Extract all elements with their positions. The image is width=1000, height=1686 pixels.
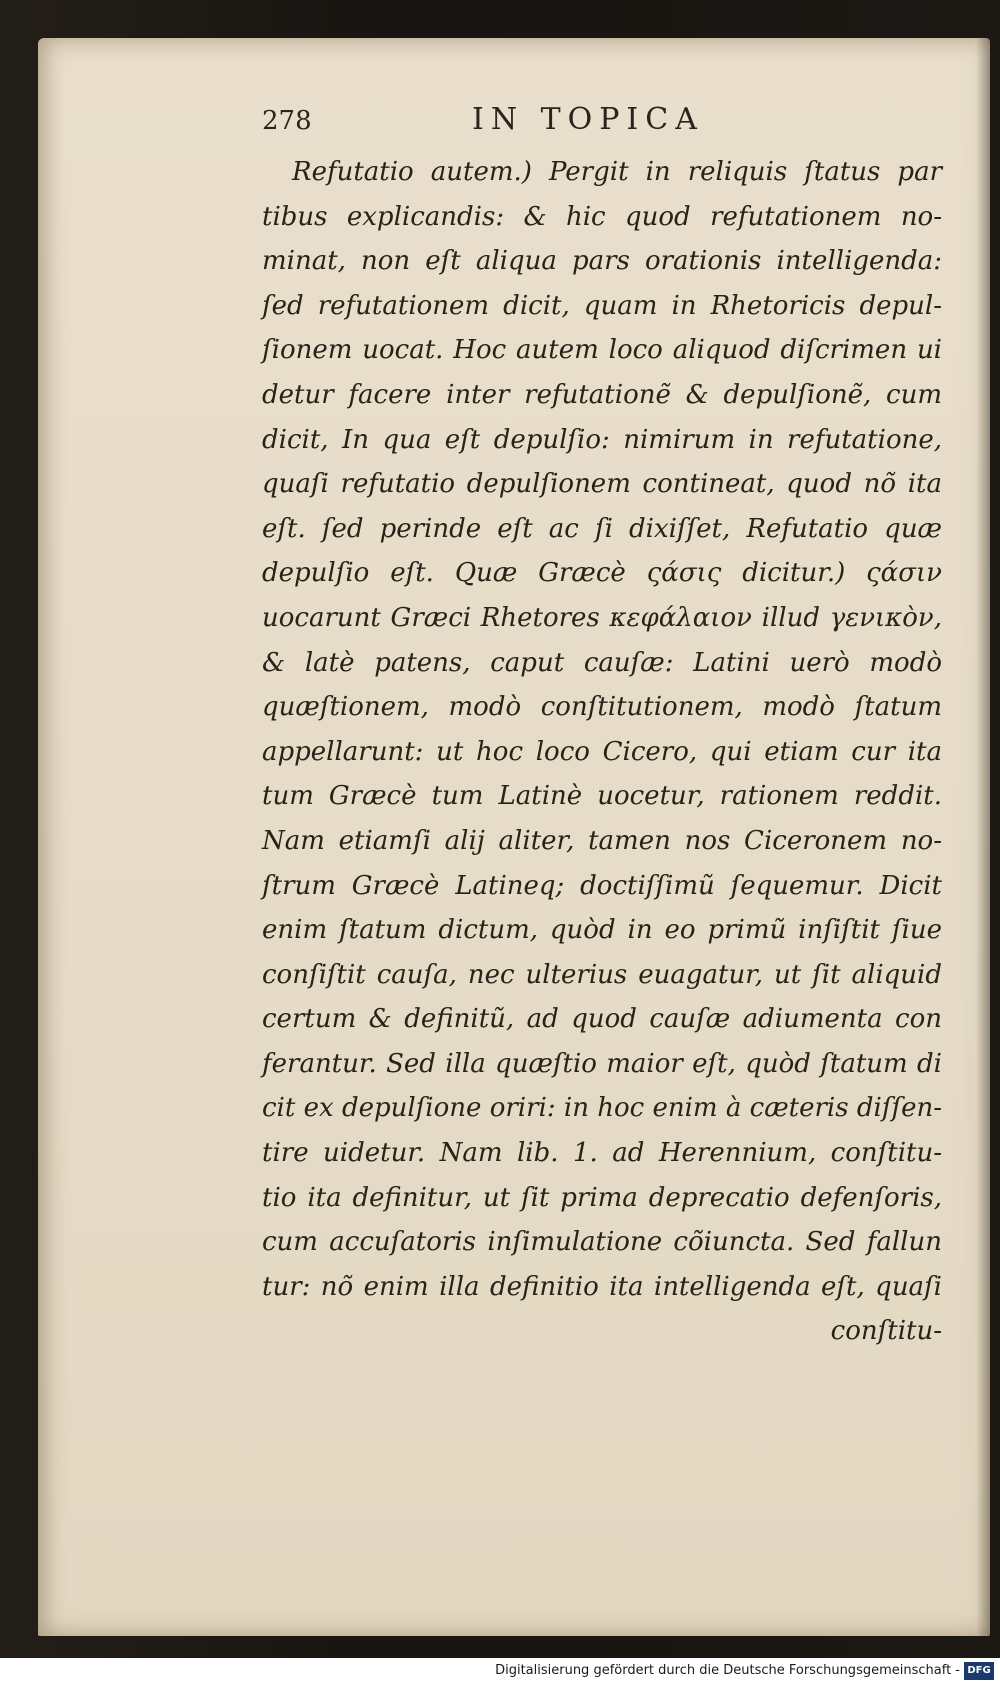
text-line: enim ſtatum dictum, quòd in eo primũ inſiſtit ſiue [262,915,942,946]
text-line: ſionem uocat. Hoc autem loco aliquod diſcrimen ui [262,335,942,366]
running-title: IN TOPICA [472,102,704,137]
text-line: quæſtionem, modò conſtitutionem, modò ſtatum [262,692,942,723]
text-line: conſiſtit cauſa, nec ulterius euagatur, ut ſit aliquid [262,959,942,990]
text-line: tio ita definitur, ut ſit prima deprecatio defenſoris, [262,1182,942,1213]
funding-credit: Digitalisierung gefördert durch die Deutsche Forschungsgemeinschaft - [495,1663,960,1678]
text-line: Nam etiamſi alij aliter, tamen nos Ciceronem no- [262,825,942,856]
page-header [262,102,862,142]
page-number: 278 [262,106,312,136]
text-line: quaſi refutatio depulſionem contineat, quod nõ ita [262,469,942,500]
text-line: ſtrum Græcè Latineq; doctiſſimũ ſequemur. Dicit [262,870,942,901]
text-line: depulſio eſt. Quæ Græcè ςάσις dicitur.) ςάσιν [262,558,942,589]
text-line: certum & definitũ, ad quod cauſæ adiumenta con [262,1004,942,1035]
text-line: cum accuſatoris inſimulatione cõiuncta. Sed fallun [262,1227,942,1258]
dfg-logo: DFG [964,1662,994,1680]
text-line: tur: nõ enim illa definitio ita intelligenda eſt, quaſi [262,1271,942,1302]
text-line: uocarunt Græci Rhetores κεφάλαιον illud γενικὸν, [262,602,942,633]
text-line: tibus explicandis: & hic quod refutationem no- [262,201,942,232]
page-gutter-shadow [976,38,990,1636]
text-line: ſed refutationem dicit, quam in Rhetoricis depul- [262,290,942,321]
text-line: detur facere inter refutationẽ & depulſionẽ, cum [262,379,942,410]
digitization-footer [0,1658,1000,1686]
text-line: ferantur. Sed illa quæſtio maior eſt, quòd ſtatum di [262,1048,942,1079]
text-line: tum Græcè tum Latinè uocetur, rationem reddit. [262,781,942,812]
text-line: dicit, In qua eſt depulſio: nimirum in refutatione, [262,424,942,455]
text-line: cit ex depulſione oriri: in hoc enim à cæteris diſſen- [262,1093,942,1124]
text-line: Refutatio autem.) Pergit in reliquis ſtatus par [292,157,942,187]
text-line: appellarunt: ut hoc loco Cicero, qui etiam cur ita [262,736,942,767]
text-line: & latè patens, caput cauſæ: Latini uerò modò [262,647,942,678]
body-text [262,150,942,1354]
text-line: eſt. ſed perinde eſt ac ſi dixiſſet, Refutatio quæ [262,513,942,544]
text-line: minat, non eſt aliqua pars orationis intelligenda: [262,246,942,277]
text-line: tire uidetur. Nam lib. 1. ad Herennium, conſtitu- [262,1138,942,1169]
catchword: conſtitu- [830,1316,942,1347]
